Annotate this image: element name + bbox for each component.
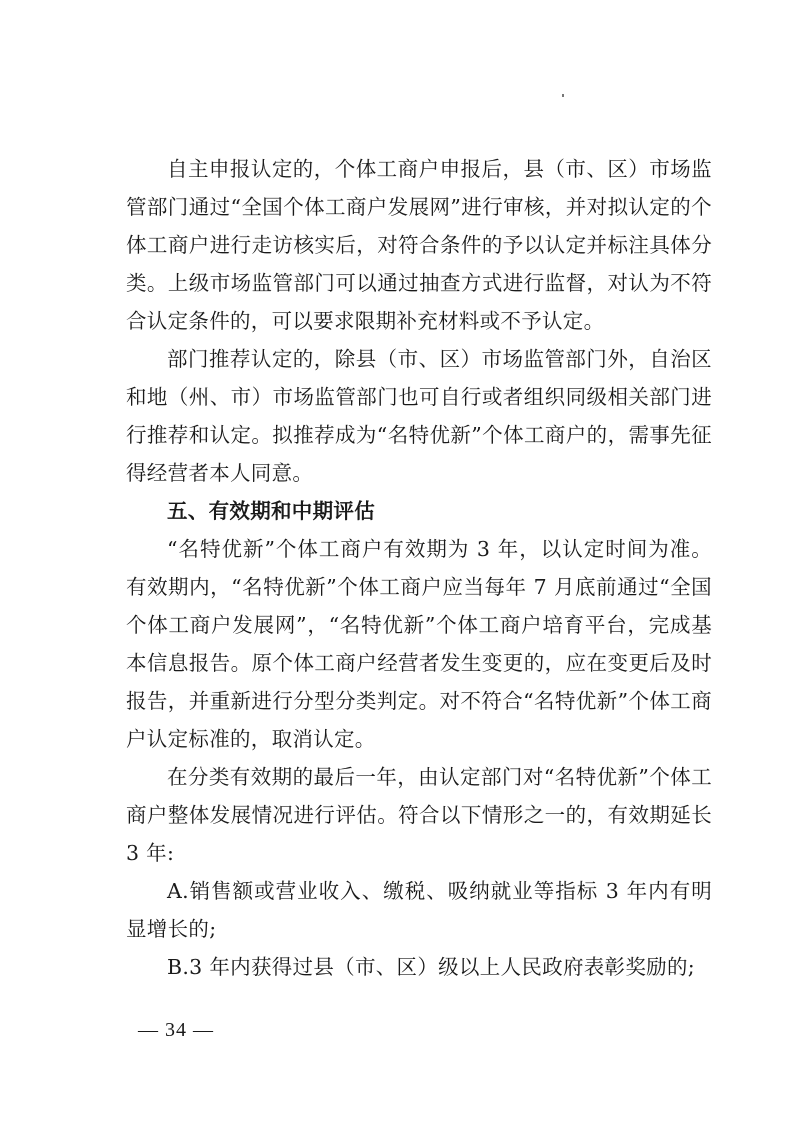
scan-speck: [562, 94, 564, 97]
document-body: [126, 150, 712, 986]
paragraph-self-declaration: 自主申报认定的，个体工商户申报后，县（市、区）市场监管部门通过“全国个体工商户发展网”进行审核，并对拟认定的个体工商户进行走访核实后，对符合条件的予以认定并标注具体分类。上级市场监管部门可以通过抽查方式进行监督，对认为不符合认定条件的，可以要求限期补充材料或不予认定。: [126, 157, 712, 333]
paragraph-validity-period: “名特优新”个体工商户有效期为 3 年，以认定时间为准。有效期内，“名特优新”个体工商户应当每年 7 月底前通过“全国个体工商户发展网”，“名特优新”个体工商户培育平台，完成基本信息报告。原个体工商户经营者发生变更的，应在变更后及时报告，并重新进行分型分类判定。对不符合“名特优新”个体工商户认定标准的，取消认定。: [126, 537, 712, 751]
list-item-b: B.3 年内获得过县（市、区）级以上人民政府表彰奖励的;: [167, 955, 695, 979]
paragraph-department-recommendation: 部门推荐认定的，除县（市、区）市场监管部门外，自治区和地（州、市）市场监管部门也可自行或者组织同级相关部门进行推荐和认定。拟推荐成为“名特优新”个体工商户的，需事先征得经营者本人同意。: [126, 347, 712, 485]
list-item-a: A.销售额或营业收入、缴税、吸纳就业等指标 3 年内有明显增长的;: [126, 879, 712, 941]
section-heading-validity: 五、有效期和中期评估: [167, 499, 375, 523]
paragraph-evaluation: 在分类有效期的最后一年，由认定部门对“名特优新”个体工商户整体发展情况进行评估。符合以下情形之一的，有效期延长 3 年:: [126, 765, 712, 865]
page-number: — 34 —: [138, 1019, 214, 1041]
